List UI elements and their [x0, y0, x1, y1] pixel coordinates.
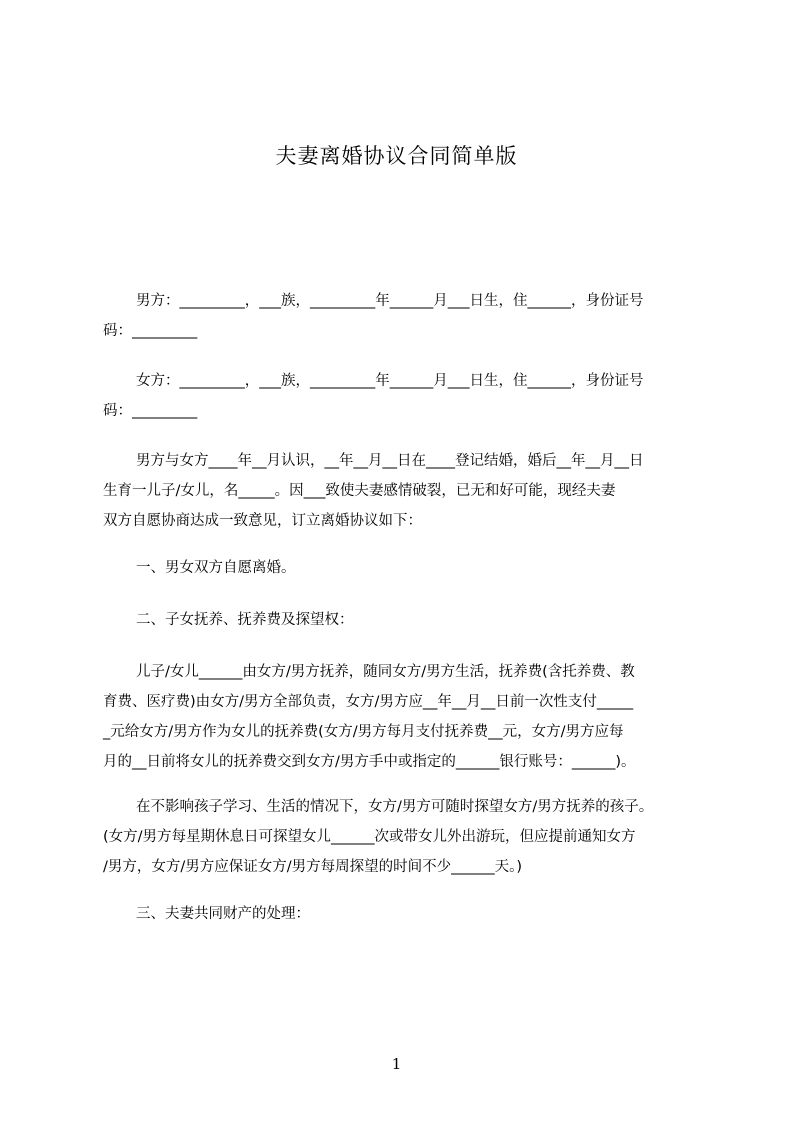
page-number: 1 [391, 1055, 402, 1073]
custody-line-2: 育费、医疗费)由女方/男方全部负责，女方/男方应__年__月__日前一次性支付_____ [103, 694, 634, 710]
document-title: 夫妻离婚协议合同简单版 [275, 144, 518, 168]
wife-info-paragraph [103, 366, 703, 426]
intro-line-3: 双方自愿协商达成一致意见，订立离婚协议如下： [103, 513, 422, 529]
husband-info-paragraph [103, 286, 703, 346]
section-1-heading: 一、男女双方自愿离婚。 [136, 560, 296, 576]
visitation-line-1: 在不影响孩子学习、生活的情况下，女方/男方可随时探望女方/男方抚养的孩子。 [136, 799, 654, 815]
intro-line-1: 男方与女方____年__月认识，__年__月__日在____登记结婚，婚后__年__月__日 [136, 453, 644, 469]
intro-paragraph [103, 446, 703, 536]
visitation-paragraph [103, 792, 703, 882]
husband-info-line-1: 男方：_________，___族，_________年______月___日生，住______，身份证号 [136, 293, 644, 309]
section-3-heading: 三、夫妻共同财产的处理： [136, 906, 310, 922]
visitation-line-3: /男方，女方/男方应保证女方/男方每周探望的时间不少______天。) [103, 859, 523, 875]
wife-info-line-1: 女方：_________，___族，_________年______月___日生，住______，身份证号 [136, 373, 644, 389]
husband-info-line-2: 码：_________ [103, 323, 198, 339]
custody-line-3: _元给女方/男方作为女儿的抚养费(女方/男方每月支付抚养费__元，女方/男方应每 [103, 724, 624, 740]
wife-info-line-2: 码：_________ [103, 403, 198, 419]
custody-paragraph [103, 657, 703, 777]
visitation-line-2: (女方/男方每星期休息日可探望女儿______次或带女儿外出游玩，但应提前通知女方 [103, 829, 636, 845]
section-2-heading: 二、子女抚养、抚养费及探望权： [136, 612, 354, 628]
custody-line-4: 月的__日前将女儿的抚养费交到女方/男方手中或指定的______银行账号：______)。 [103, 754, 636, 770]
custody-line-1: 儿子/女儿______由女方/男方抚养，随同女方/男方生活，抚养费(含托养费、教 [136, 664, 635, 680]
intro-line-2: 生育一儿子/女儿，名_____。因___致使夫妻感情破裂，已无和好可能，现经夫妻 [103, 483, 616, 499]
